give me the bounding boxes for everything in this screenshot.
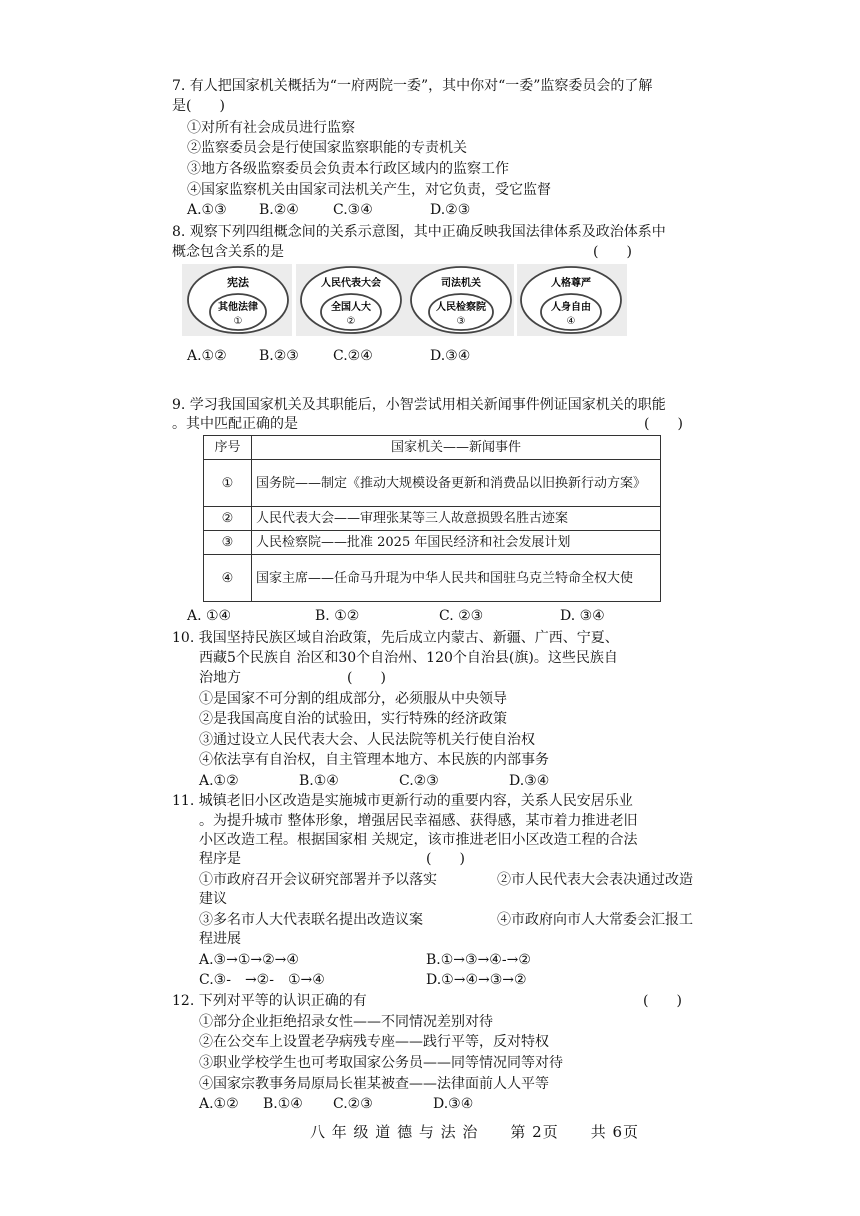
q8-d4-inner: 人身自由 [551,302,591,313]
table-header-content: 国家机关——新闻事件 [252,436,661,460]
q11-option-b[interactable]: B.①→③→④-→② [426,952,531,968]
q7-item-4: ④国家监察机关由国家司法机关产生，对它负责，受它监督 [187,182,551,198]
q11-stem-line1: 11. 城镇老旧小区改造是实施城市更新行动的重要内容，关系人民安居乐业 [172,793,633,809]
q7-option-d[interactable]: D.②③ [430,202,471,218]
page-footer: 八 年 级 道 德 与 法 治 第 2页 共 6页 [310,1123,640,1141]
q9-news-table [203,435,661,602]
q10-option-c[interactable]: C.②③ [399,773,439,789]
q10-item-4: ④依法享有自治权，自主管理本地方、本民族的内部事务 [199,752,549,768]
q8-diagram-3 [404,264,514,336]
q8-d4-num: ④ [566,316,576,327]
table-row [204,555,661,602]
q9-options [187,606,707,626]
q8-d1-outer: 宪法 [227,276,249,289]
q10-options [199,771,699,791]
q10-answer-paren[interactable]: ( ) [347,670,386,686]
q12-option-c[interactable]: C.②③ [333,1096,373,1112]
q8-diagram-1 [182,264,292,336]
table-row [204,507,661,531]
q11-answer-paren[interactable]: ( ) [426,851,465,867]
q10-item-1: ①是国家不可分割的组成部分，必须服从中央领导 [199,691,507,707]
q11-item-4-cont: 程进展 [199,931,241,947]
table-cell-content: 人民检察院——批准 2025 年国民经济和社会发展计划 [252,531,661,555]
table-row [204,531,661,555]
q7-stem-line1: 7. 有人把国家机关概括为“一府两院一委”，其中你对“一委”监察委员会的了解 [172,78,653,94]
q7-item-3: ③地方各级监察委员会负责本行政区域内的监察工作 [187,161,509,177]
q12-stem: 12. 下列对平等的认识正确的有 [172,993,367,1009]
table-cell-index: ① [204,460,252,507]
table-cell-index: ④ [204,555,252,602]
q8-option-a[interactable]: A.①② [187,348,227,364]
q7-item-1: ①对所有社会成员进行监察 [187,120,355,136]
q12-answer-paren[interactable]: ( ) [643,993,682,1009]
q8-option-b[interactable]: B.②③ [259,348,299,364]
q11-stem-line3: 小区改造工程。根据国家相 关规定，该市推进老旧小区改造工程的合法 [199,832,638,848]
q10-option-a[interactable]: A.①② [199,773,239,789]
q8-d2-inner: 全国人大 [331,302,371,313]
q8-stem-line1: 8. 观察下列四组概念间的关系示意图，其中正确反映我国法律体系及政治体系中 [172,224,666,240]
q7-option-a[interactable]: A.①③ [187,202,227,218]
q9-answer-paren[interactable]: ( ) [644,416,683,432]
table-header-row [204,436,661,460]
q8-diagram-2 [296,264,406,336]
q7-stem-line2: 是( ) [172,98,225,114]
q11-stem-line2: 。为提升城市 整体形象，增强居民幸福感、获得感，某市着力推进老旧 [199,813,638,829]
q9-option-a[interactable]: A. ①④ [187,608,232,624]
q8-option-c[interactable]: C.②④ [333,348,373,364]
q12-item-4: ④国家宗教事务局原局长崔某被查——法律面前人人平等 [199,1076,549,1092]
q10-option-d[interactable]: D.③④ [509,773,550,789]
q8-d3-outer: 司法机关 [441,278,481,289]
table-cell-content: 国务院——制定《推动大规模设备更新和消费品以旧换新行动方案》 [252,460,661,507]
q10-stem-line2: 西藏5个民族自 治区和30个自治州、120个自治县(旗)。这些民族自 [199,650,618,666]
q7-item-2: ②监察委员会是行使国家监察职能的专责机关 [187,140,467,156]
q11-option-d[interactable]: D.①→④→③→② [426,972,527,988]
q10-stem-line3: 治地方 [199,670,241,686]
q8-d1-num: ① [233,316,243,327]
q11-option-c[interactable]: C.③- →②- ①→④ [199,972,325,988]
q8-d3-num: ③ [456,316,466,327]
table-cell-index: ② [204,507,252,531]
q9-stem-line2: 。其中匹配正确的是 [172,416,298,432]
q7-options [187,200,687,220]
q8-d2-num: ② [346,316,356,327]
q11-option-a[interactable]: A.③→①→②→④ [199,952,299,968]
q7-option-c[interactable]: C.③④ [333,202,373,218]
q9-option-d[interactable]: D. ③④ [560,608,605,624]
q10-stem-line1: 10. 我国坚持民族区域自治政策，先后成立内蒙古、新疆、广西、宁夏、 [172,630,619,646]
q11-item-4: ④市政府向市人大常委会汇报工 [497,912,693,928]
q9-option-b[interactable]: B. ①② [315,608,360,624]
q7-option-b[interactable]: B.②④ [259,202,299,218]
q10-item-3: ③通过设立人民代表大会、人民法院等机关行使自治权 [199,732,535,748]
q11-stem-line4: 程序是 [199,851,241,867]
table-row [204,460,661,507]
q12-option-a[interactable]: A.①② [199,1096,239,1112]
q11-item-2: ②市人民代表大会表决通过改造 [497,872,693,888]
table-header-index: 序号 [204,436,252,460]
q8-d3-inner: 人民检察院 [436,302,486,313]
q8-diagram-4 [517,264,627,336]
q8-options [187,346,687,366]
q12-option-b[interactable]: B.①④ [263,1096,303,1112]
q11-item-3: ③多名市人大代表联名提出改造议案 [199,912,423,928]
q8-d2-outer: 人民代表大会 [321,278,381,289]
q10-option-b[interactable]: B.①④ [299,773,339,789]
table-cell-index: ③ [204,531,252,555]
q11-item-1: ①市政府召开会议研究部署并予以落实 [199,872,437,888]
q8-d1-inner: 其他法律 [218,302,258,313]
q11-item-2-cont: 建议 [199,891,227,907]
q9-option-c[interactable]: C. ②③ [439,608,484,624]
table-cell-content: 国家主席——任命马升琨为中华人民共和国驻乌克兰特命全权大使 [252,555,661,602]
q8-stem-line2: 概念包含关系的是 [172,244,284,260]
q8-option-d[interactable]: D.③④ [430,348,471,364]
q10-item-2: ②是我国高度自治的试验田，实行特殊的经济政策 [199,711,507,727]
q12-options [199,1094,699,1114]
q9-stem-line1: 9. 学习我国国家机关及其职能后，小智尝试用相关新闻事件例证国家机关的职能 [172,397,666,413]
table-cell-content: 人民代表大会——审理张某等三人故意损毁名胜古迹案 [252,507,661,531]
q12-item-3: ③职业学校学生也可考取国家公务员——同等情况同等对待 [199,1055,563,1071]
q12-option-d[interactable]: D.③④ [433,1096,474,1112]
q8-d4-outer: 人格尊严 [551,278,591,289]
q12-item-1: ①部分企业拒绝招录女性——不同情况差别对待 [199,1014,493,1030]
q12-item-2: ②在公交车上设置老孕病残专座——践行平等，反对特权 [199,1034,549,1050]
q8-answer-paren[interactable]: ( ) [593,244,632,260]
